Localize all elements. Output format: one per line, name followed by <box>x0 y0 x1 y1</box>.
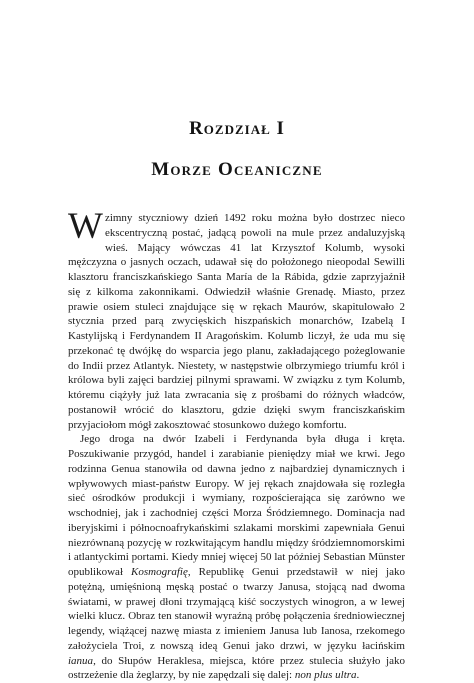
paragraph-2 <box>68 432 405 683</box>
paragraph-2-ending: . <box>356 669 360 682</box>
paragraph-1 <box>68 206 405 432</box>
italic-non-plus-ultra: non plus ultra <box>294 669 357 682</box>
italic-kosmografia: Kosmografię <box>131 566 188 578</box>
paragraph-1-text: zimny styczniowy dzień 1492 roku można było dostrzec nieco ekscentryczną postać, jadącą powoli na mule przez andaluzyjską wieś. Mający wówczas 41 lat Krzysztof Kolumb, wysoki mężczyzna o jasnych oczach, udawał się do położonego nieopodal Sewilli klasztoru franciszkańskiego Santa María de la Rábida, gdzie zaprzyjaźnił się z kilkoma zakonnikami. Odwiedził właśnie Grenadę. Miasto, przez prawie osiem stuleci znajdujące się w rękach Maurów, skapitulowało 2 stycznia przed parą zwycięskich hiszpańskich monarchów, Izabelą I Kastylijską i Ferdynandem II Aragońskim. Kolumb liczył, że uda mu się przekonać tę dwójkę do wsparcia jego planu, zakładającego pożeglowanie do Indii przez Atlantyk. Niestety, w następstwie olbrzymiego triumfu król i królowa byli zajęci bardziej pilnymi sprawami. W związku z tym Kolumb, któremu ciążyły już lata zwracania się z prośbami do różnych władców, postanowił wrócić do klasztoru, gdzie dzięki swym franciszkańskim przyjaciołom mógł zakosztować stosunkowo dużego komfortu. <box>68 212 405 431</box>
italic-ianua: ianua <box>68 654 94 667</box>
drop-cap: W <box>68 206 103 247</box>
chapter-body <box>68 206 405 683</box>
paragraph-2-text-before: Jego droga na dwór Izabeli i Ferdynanda była długa i kręta. Poszukiwanie przygód, handel i zarabianie pieniędzy miał we krwi. Jego rodzinna Genua stanowiła od dawna jedno z najbardziej dynamicznych i wpływowych miast-państw Europy. W jej rękach znajdowała się rozległa sieć ośrodków produkcji i wymiany, rozpościerająca się zarówno we wschodniej, jak i zachodniej części Morza Śródziemnego. Dominacja nad iberyjskimi i północnoafrykańskimi szlakami morskimi zapewniała Genui niezrównaną pozycję w rozkwitającym handlu między śródziemnomorskimi i atlantyckimi portami. Kiedy mniej więcej 50 lat później Sebastian Münster opublikował <box>68 433 405 578</box>
chapter-title: Morze Oceaniczne <box>151 159 323 180</box>
paragraph-2-text-middle: , Republikę Genui przedstawił w niej jako potężną, umięśnioną męską postać o twarzy Janusa, stojącą nad dwoma światami, w prawej dłoni trzymającą kiść soczystych winogron, a w lewej wielki klucz. Obraz ten stanowił wyraźną próbę połączenia średniowiecznej legendy, wiążącej nazwę miasta z imieniem Janusa lub Ianosa, rzekomego założyciela Troi, z nowszą ideą Genui jako drzwi, w języku łacińskim <box>68 566 405 652</box>
paragraph-2-text-after: , do Słupów Heraklesa, miejsca, które przez stulecia służyło jako ostrzeżenie dla żeglarzy, by nie zapędzali się dalej: <box>68 654 405 682</box>
chapter-label: Rozdział I <box>189 118 285 139</box>
